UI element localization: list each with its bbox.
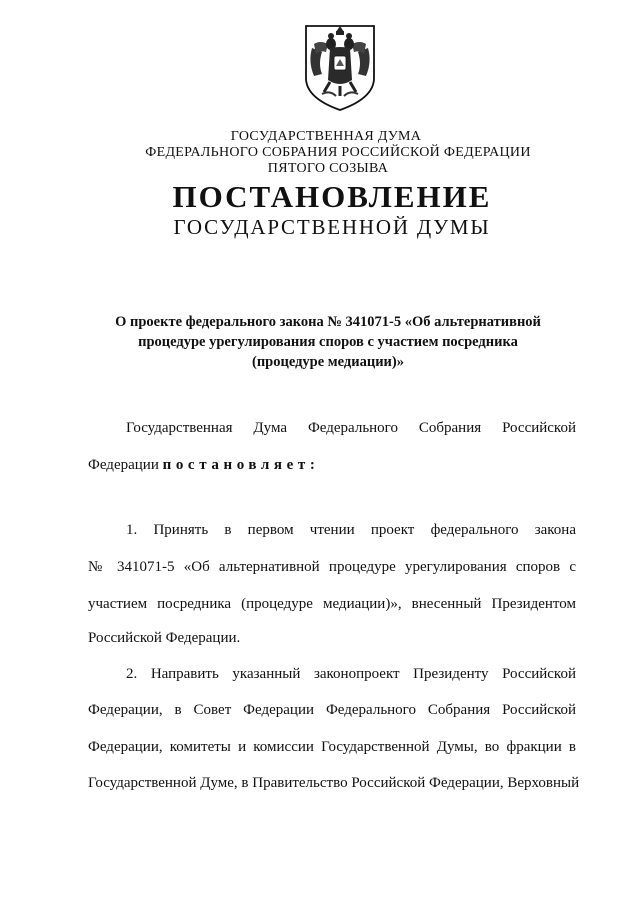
document-subtitle: ГОСУДАРСТВЕННОЙ ДУМЫ bbox=[173, 215, 491, 239]
header-line-2: ФЕДЕРАЛЬНОГО СОБРАНИЯ РОССИЙСКОЙ ФЕДЕРАЦИИ bbox=[145, 145, 531, 160]
subject-line-3: (процедуре медиации)» bbox=[251, 354, 404, 370]
item2-line-2: Федерации, в Совет Федерации Федерального Собрания Российской bbox=[88, 702, 576, 718]
subject-line-1: О проекте федерального закона № 341071-5 «Об альтернативной bbox=[115, 314, 541, 330]
russian-coat-of-arms-icon bbox=[300, 22, 380, 112]
item1-line-2: № 341071-5 «Об альтернативной процедуре урегулирования споров с bbox=[88, 559, 576, 575]
item2-line-3: Федерации, комитеты и комиссии Государственной Думы, во фракции в bbox=[88, 739, 576, 755]
item2-line-1: 2. Направить указанный законопроект Президенту Российской bbox=[126, 666, 576, 682]
header-line-3: ПЯТОГО СОЗЫВА bbox=[267, 161, 389, 176]
item1-line-4: Российской Федерации. bbox=[88, 630, 241, 646]
item1-line-3: участием посредника (процедуре медиации)», внесенный Президентом bbox=[88, 596, 576, 612]
document-title: ПОСТАНОВЛЕНИЕ bbox=[172, 179, 492, 214]
item2-line-4: Государственной Думе, в Правительство Российской Федерации, Верховный bbox=[88, 775, 580, 791]
subject-line-2: процедуре урегулирования споров с участием посредника bbox=[138, 334, 518, 350]
header-line-1: ГОСУДАРСТВЕННАЯ ДУМА bbox=[230, 129, 422, 144]
preamble-federation-word: Федерации bbox=[88, 457, 159, 473]
preamble-line-2 bbox=[88, 455, 576, 475]
preamble-line-1: Государственная Дума Федерального Собрания Российской bbox=[126, 420, 576, 436]
preamble-resolves-word: постановляет: bbox=[162, 457, 320, 473]
item1-line-1: 1. Принять в первом чтении проект федерального закона bbox=[126, 522, 576, 538]
